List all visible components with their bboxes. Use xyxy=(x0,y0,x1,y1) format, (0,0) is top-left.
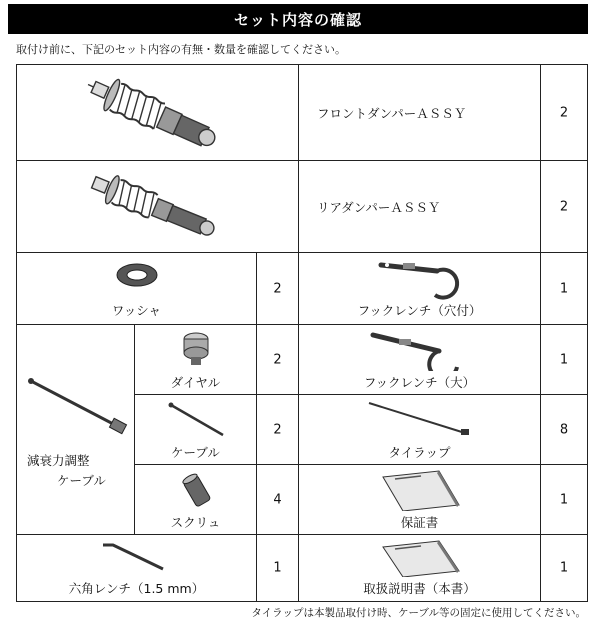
hook-wrench-hole-qty-cell xyxy=(541,253,587,325)
tie-wrap-illustration xyxy=(365,399,475,439)
rear-damper-qty-cell xyxy=(541,161,587,253)
hex-wrench-qty-cell xyxy=(257,535,299,601)
dial-name: ダイヤル xyxy=(170,375,221,390)
dial-illustration xyxy=(181,329,211,369)
tie-wrap-cell xyxy=(299,395,541,465)
screw-qty-cell xyxy=(257,465,299,535)
front-damper-image-cell xyxy=(17,65,299,161)
warranty-illustration xyxy=(381,469,461,511)
cable-cell xyxy=(135,395,257,465)
tie-wrap-name: タイラップ xyxy=(388,445,451,460)
rear-damper-illustration xyxy=(85,165,225,249)
hex-wrench-name: 六角レンチ（1.5 mm） xyxy=(68,581,205,596)
front-damper-name-cell xyxy=(299,65,541,161)
hook-wrench-large-illustration xyxy=(369,329,469,371)
cable-qty-cell xyxy=(257,395,299,465)
page-title: セット内容の確認 xyxy=(8,4,588,34)
hex-wrench-cell xyxy=(17,535,257,601)
warranty-qty: 1 xyxy=(559,492,569,507)
screw-illustration xyxy=(181,471,213,511)
hook-wrench-large-cell xyxy=(299,325,541,395)
adjuster-cable-illustration xyxy=(25,375,131,439)
manual-qty-cell xyxy=(541,535,587,601)
washer-name: ワッシャ xyxy=(111,303,162,318)
screw-cell xyxy=(135,465,257,535)
hook-wrench-hole-illustration xyxy=(377,257,461,301)
washer-cell xyxy=(17,253,257,325)
front-damper-name: フロントダンパーＡＳＳＹ xyxy=(317,106,467,121)
washer-illustration xyxy=(115,259,159,291)
front-damper-qty-cell xyxy=(541,65,587,161)
dial-qty-cell xyxy=(257,325,299,395)
cable-qty: 2 xyxy=(273,422,282,437)
manual-name: 取扱説明書（本書） xyxy=(363,581,476,596)
intro-text: 取付け前に、下記のセット内容の有無・数量を確認してください。 xyxy=(16,43,346,56)
warranty-name: 保証書 xyxy=(400,515,439,530)
screw-name: スクリュ xyxy=(170,515,221,530)
rear-damper-image-cell xyxy=(17,161,299,253)
rear-damper-name-cell xyxy=(299,161,541,253)
cable-name: ケーブル xyxy=(171,445,220,460)
cable-illustration xyxy=(165,401,229,441)
adjuster-cable-group-cell xyxy=(17,325,135,535)
washer-qty-cell xyxy=(257,253,299,325)
hook-wrench-hole-cell xyxy=(299,253,541,325)
front-damper-qty: 2 xyxy=(559,105,569,120)
front-damper-illustration xyxy=(82,69,222,157)
dial-cell xyxy=(135,325,257,395)
footer-note: タイラップは本製品取付け時、ケーブル等の固定に使用してください。 xyxy=(251,607,586,619)
hex-wrench-illustration xyxy=(99,539,169,573)
tie-wrap-qty-cell xyxy=(541,395,587,465)
manual-illustration xyxy=(381,539,461,577)
hook-wrench-large-name: フックレンチ（大） xyxy=(363,375,476,390)
hook-wrench-large-qty: 1 xyxy=(559,352,569,367)
hook-wrench-hole-qty: 1 xyxy=(559,281,569,296)
warranty-qty-cell xyxy=(541,465,587,535)
adjuster-cable-name-line2: ケーブル xyxy=(57,473,106,488)
hook-wrench-hole-name: フックレンチ（穴付） xyxy=(357,303,482,318)
contents-table xyxy=(16,64,588,602)
rear-damper-name: リアダンパーＡＳＳＹ xyxy=(317,200,441,215)
manual-cell xyxy=(299,535,541,601)
rear-damper-qty: 2 xyxy=(559,199,569,214)
warranty-cell xyxy=(299,465,541,535)
screw-qty: 4 xyxy=(273,492,282,507)
dial-qty: 2 xyxy=(273,352,282,367)
washer-qty: 2 xyxy=(273,281,282,296)
adjuster-cable-name-line1: 減衰力調整 xyxy=(27,453,90,468)
hex-wrench-qty: 1 xyxy=(273,560,282,576)
hook-wrench-large-qty-cell xyxy=(541,325,587,395)
tie-wrap-qty: 8 xyxy=(559,422,569,437)
manual-qty: 1 xyxy=(559,560,569,576)
